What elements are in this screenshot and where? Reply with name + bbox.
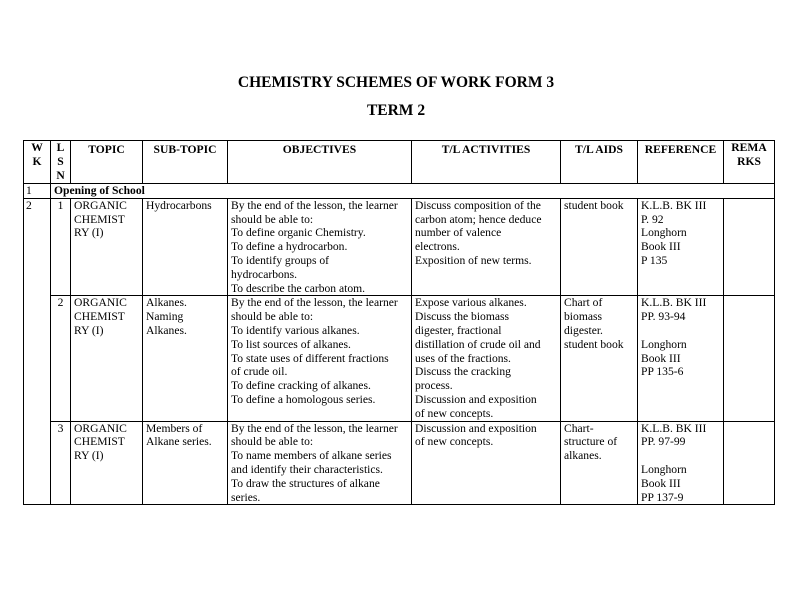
header-activities: T/L ACTIVITIES xyxy=(412,141,561,184)
header-subtopic: SUB-TOPIC xyxy=(143,141,228,184)
remarks-cell xyxy=(724,198,775,296)
reference-cell: K.L.B. BK III P. 92 Longhorn Book III P 135 xyxy=(638,198,724,296)
aids-cell: Chart- structure of alkanes. xyxy=(561,421,638,505)
week-number: 2 xyxy=(24,198,51,505)
topic-cell: ORGANIC CHEMIST RY (I) xyxy=(71,198,143,296)
header-topic: TOPIC xyxy=(71,141,143,184)
document-title: CHEMISTRY SCHEMES OF WORK FORM 3 xyxy=(237,74,555,91)
week-number: 1 xyxy=(24,184,51,199)
activities-cell: Expose various alkanes. Discuss the biomass digester, fractional distillation of crude oil and uses of the fractions. Discuss the cracking process. Discussion and exposition of new concepts. xyxy=(412,296,561,421)
aids-cell: student book xyxy=(561,198,638,296)
table-row xyxy=(24,296,775,421)
activities-cell: Discuss composition of the carbon atom; hence deduce number of valence electrons. Exposition of new terms. xyxy=(412,198,561,296)
opening-row xyxy=(24,184,775,199)
lesson-number: 3 xyxy=(51,421,71,505)
header-aids: T/L AIDS xyxy=(561,141,638,184)
table-row xyxy=(24,198,775,296)
subtopic-cell: Alkanes. Naming Alkanes. xyxy=(143,296,228,421)
topic-cell: ORGANIC CHEMIST RY (I) xyxy=(71,421,143,505)
reference-cell: K.L.B. BK III PP. 97-99 Longhorn Book III PP 137-9 xyxy=(638,421,724,505)
header-remarks: REMA RKS xyxy=(724,141,775,184)
scheme-of-work-table xyxy=(23,140,775,505)
remarks-cell xyxy=(724,296,775,421)
remarks-cell xyxy=(724,421,775,505)
objectives-cell: By the end of the lesson, the learner should be able to: To name members of alkane series and identify their characteristics. To draw the structures of alkane series. xyxy=(228,421,412,505)
header-reference: REFERENCE xyxy=(638,141,724,184)
header-objectives: OBJECTIVES xyxy=(228,141,412,184)
header-wk: W K xyxy=(24,141,51,184)
objectives-cell: By the end of the lesson, the learner should be able to: To define organic Chemistry. To define a hydrocarbon. To identify groups of hydrocarbons. To describe the carbon atom. xyxy=(228,198,412,296)
objectives-cell: By the end of the lesson, the learner should be able to: To identify various alkanes. To list sources of alkanes. To state uses of different fractions of crude oil. To define cracking of alkanes. To define a homologous series. xyxy=(228,296,412,421)
header-lsn: L S N xyxy=(51,141,71,184)
opening-of-school-text: Opening of School xyxy=(51,184,775,199)
table-row xyxy=(24,421,775,505)
header-row xyxy=(24,141,775,184)
aids-cell: Chart of biomass digester. student book xyxy=(561,296,638,421)
reference-cell: K.L.B. BK III PP. 93-94 Longhorn Book III PP 135-6 xyxy=(638,296,724,421)
lesson-number: 2 xyxy=(51,296,71,421)
topic-cell: ORGANIC CHEMIST RY (I) xyxy=(71,296,143,421)
subtopic-cell: Hydrocarbons xyxy=(143,198,228,296)
activities-cell: Discussion and exposition of new concepts. xyxy=(412,421,561,505)
subtopic-cell: Members of Alkane series. xyxy=(143,421,228,505)
lesson-number: 1 xyxy=(51,198,71,296)
document-subtitle: TERM 2 xyxy=(366,102,426,119)
